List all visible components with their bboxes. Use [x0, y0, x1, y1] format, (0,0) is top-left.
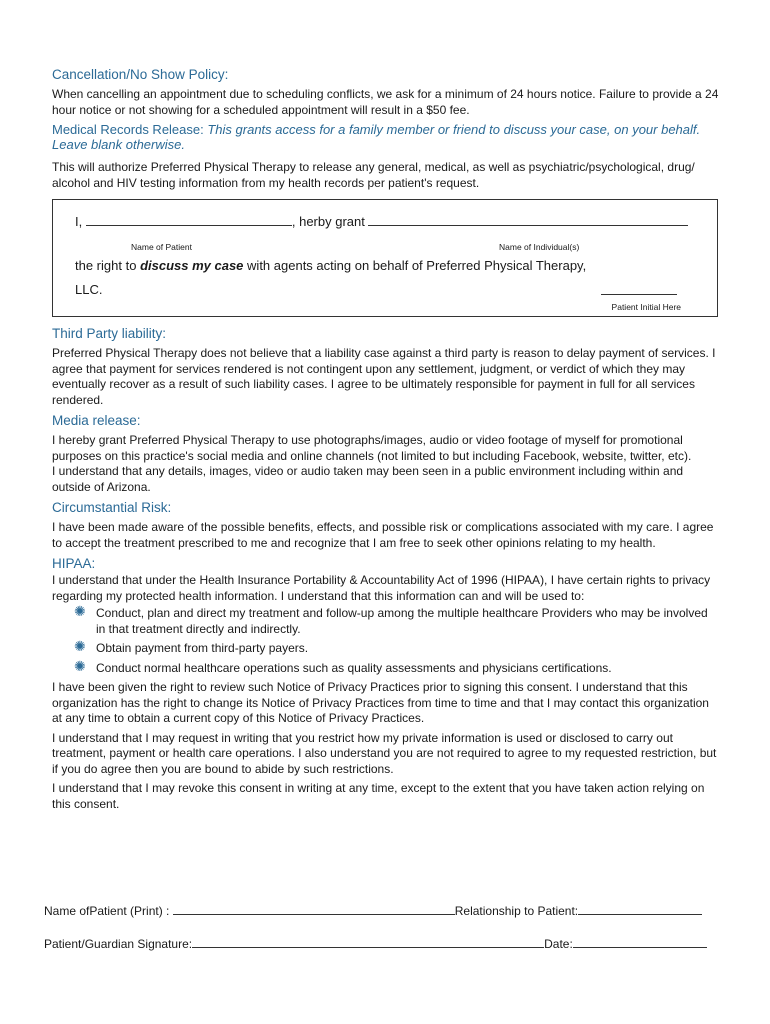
herby-grant-label: , herby grant [291, 214, 365, 229]
third-party-heading: Third Party liability: [52, 326, 167, 341]
date-field[interactable] [573, 936, 707, 948]
relationship-field[interactable] [578, 903, 702, 915]
hipaa-heading: HIPAA: [52, 556, 96, 571]
media-heading: Media release: [52, 413, 141, 428]
medical-records-heading [52, 122, 720, 152]
hipaa-bullet [74, 603, 720, 637]
name-of-individuals-caption: Name of Individual(s) [499, 242, 580, 252]
consent-box [52, 199, 718, 317]
date-label: Date: [544, 937, 573, 951]
consent-form [52, 66, 720, 816]
hipaa-paragraph-3: I understand that I may revoke this consent in writing at any time, except to the extent that you have taken action relying on this consent. [52, 781, 705, 811]
hipaa-bullet [74, 638, 720, 657]
medical-records-title: Medical Records Release: [52, 122, 204, 137]
hipaa-bullet-text: Obtain payment from third-party payers. [96, 641, 309, 655]
patient-name-row [44, 903, 702, 920]
signature-row [44, 936, 707, 953]
patient-name-label: Name ofPatient (Print) : [44, 904, 170, 918]
hipaa-bullet-text: Conduct, plan and direct my treatment and follow-up among the multiple healthcare Providers who may be involved in that treatment directly and indirectly. [96, 606, 708, 636]
asterisk-bullet-icon: ✺ [74, 603, 86, 619]
hipaa-paragraph-1: I have been given the right to review such Notice of Privacy Practices prior to signing this consent. I understand that this organization has the right to change its Notice of Privacy Practices from time to time and that I may contact this organization at any time to obtain a current copy of this Notice of Privacy Practices. [52, 680, 709, 725]
name-of-patient-caption: Name of Patient [131, 242, 192, 252]
third-party-text: Preferred Physical Therapy does not believe that a liability case against a third party is reason to delay payment of services. I agree that payment for services rendered is not contingent upon any settlement, judgment, or verdict of which they may eventually recover as a result of such liability cases. I agree to be ultimately responsible for payment in full for all services rendered. [52, 346, 716, 407]
hipaa-paragraph-2: I understand that I may request in writing that you restrict how my private information is used or disclosed to carry out treatment, payment or health care operations. I also understand you are not required to agree to my requested restriction, but if you do agree then you are bound to abide by such restrictions. [52, 730, 717, 776]
asterisk-bullet-icon: ✺ [74, 638, 86, 654]
individuals-name-field[interactable] [368, 215, 688, 226]
patient-name-print-field[interactable] [173, 903, 455, 915]
right-suffix: with agents acting on behalf of Preferred Physical Therapy, [247, 258, 587, 273]
media-text-2: I understand that any details, images, video or audio taken may been seen in a public environment including within and outside of Arizona. [52, 464, 684, 494]
asterisk-bullet-icon: ✺ [74, 657, 86, 674]
i-label: I, [75, 214, 83, 229]
hipaa-bullet-text: Conduct normal healthcare operations such as quality assessments and physicians certifications. [96, 660, 612, 675]
risk-text: I have been made aware of the possible benefits, effects, and possible risk or complications associated with my care. I agree to accept the treatment prescribed to me and recognize that I am free to seek other opinions relating to my health. [52, 520, 714, 550]
grant-line [75, 214, 688, 230]
risk-heading: Circumstantial Risk: [52, 500, 172, 515]
cancellation-text: When cancelling an appointment due to scheduling conflicts, we ask for a minimum of 24 hours notice. Failure to provide a 24 hour notice or not showing for a scheduled appointment will result in a $50 fee. [52, 87, 719, 117]
signature-field[interactable] [192, 936, 544, 948]
hipaa-intro: I understand that under the Health Insurance Portability & Accountability Act of 1996 (HIPAA), I have certain rights to privacy regarding my protected health information. I understand that this information can and will be used to: [52, 573, 711, 603]
hipaa-bullet [74, 657, 720, 677]
patient-name-field[interactable] [86, 215, 292, 226]
relationship-label: Relationship to Patient: [454, 904, 579, 918]
discuss-my-case: discuss my case [140, 258, 244, 273]
signature-label: Patient/Guardian Signature: [44, 937, 193, 951]
right-prefix: the right to [75, 258, 137, 273]
medical-records-text: This will authorize Preferred Physical Therapy to release any general, medical, as well as psychiatric/psychological, drug/ alcohol and HIV testing information from my health records per patient's request. [52, 160, 695, 190]
hipaa-bullet-list [52, 603, 720, 676]
patient-initial-caption: Patient Initial Here [611, 302, 681, 312]
media-text-1: I hereby grant Preferred Physical Therapy to use photographs/images, audio or video footage of myself for promotional purposes on this practice's social media and online channels (not limited to but including Facebook, website, twitter, etc). [52, 433, 692, 463]
patient-initial-field[interactable] [601, 294, 677, 295]
right-line [75, 258, 586, 274]
cancellation-heading: Cancellation/No Show Policy: [52, 67, 229, 82]
llc-text: LLC. [75, 282, 103, 297]
medical-records-subtext: This grants access for a family member or friend to discuss your case, on your behalf. Leave blank otherwise. [52, 122, 701, 152]
